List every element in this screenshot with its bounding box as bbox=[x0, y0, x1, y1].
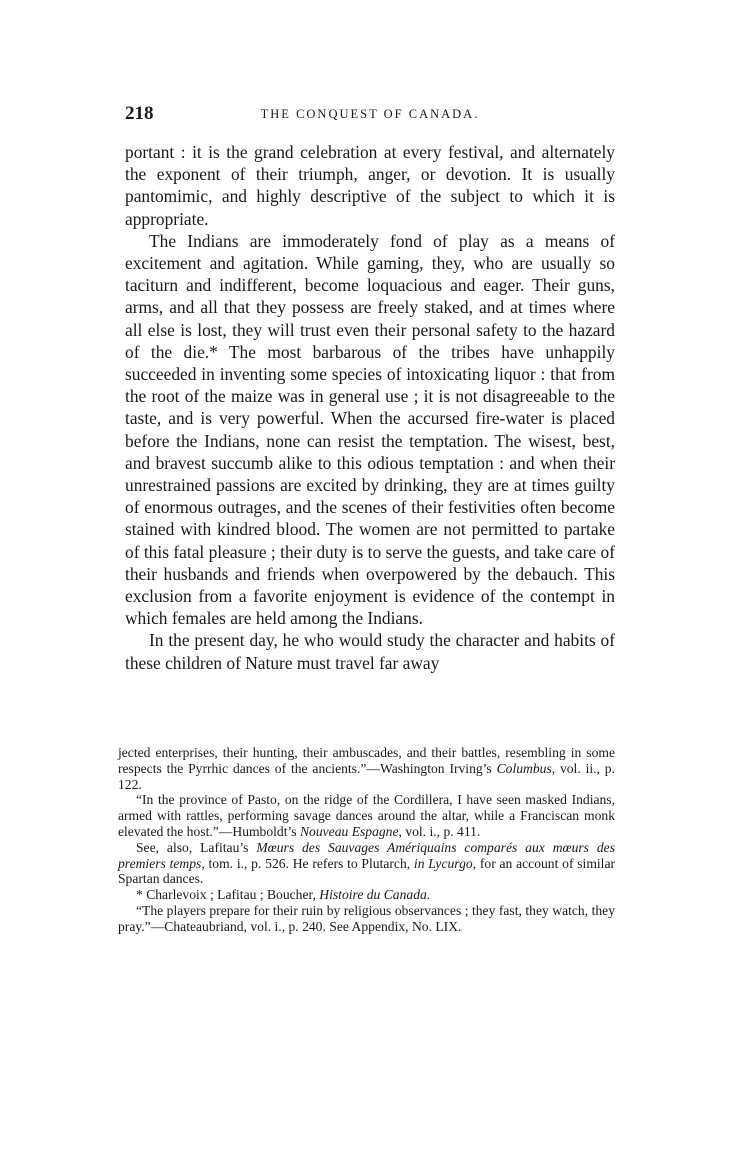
footnote-1: jected enterprises, their hunting, their ambuscades, and their battles, resembling in some respects the Pyrrhic dances of the ancients.”—Washington Irving’s Columbus, vol. ii., p. 122. bbox=[118, 745, 615, 792]
body-paragraph-3: In the present day, he who would study the character and habits of these children of Nature must travel far away bbox=[125, 630, 615, 673]
page-header bbox=[125, 103, 615, 127]
body-paragraph-2: The Indians are immoderately fond of play as a means of excitement and agitation. While gaming, they, who are usually so taciturn and indifferent, become loquacious and eager. Their guns, arms, and all that they possess are freely staked, and at times where all else is lost, they will trust even their personal safety to the hazard of the die.* The most barbarous of the tribes have unhappily succeeded in inventing some species of intoxicating liquor : that from the root of the maize was in general use ; it is not disagreeable to the taste, and is very powerful. When the accursed fire-water is placed before the Indians, none can resist the temptation. The wisest, best, and bravest succumb alike to this odious temptation : and when their unrestrained passions are excited by drinking, they are at times guilty of enormous outrages, and the scenes of their festivities often become stained with kindred blood. The women are not permitted to partake of this fatal pleasure ; their duty is to serve the guests, and take care of their husbands and friends when overpowered by the debauch. This exclusion from a favorite enjoyment is evidence of the contempt in which females are held among the Indians. bbox=[125, 230, 615, 629]
body-paragraph-1: portant : it is the grand celebration at every festival, and alternately the exponent of their triumph, anger, or devotion. It is usually pantomimic, and highly descriptive of the subject to which it is appropriate. bbox=[125, 142, 615, 229]
main-text bbox=[125, 141, 615, 674]
footnote-5: “The players prepare for their ruin by religious observances ; they fast, they watch, they pray.”—Chateaubriand, vol. i., p. 240. See Appendix, No. LIX. bbox=[118, 902, 615, 934]
footnote-3: See, also, Lafitau’s Mœurs des Sauvages Amériquains comparés aux mœurs des premiers temps, tom. i., p. 526. He refers to Plutarch, in Lycurgo, for an account of similar Spartan dances. bbox=[118, 839, 616, 887]
running-head: THE CONQUEST OF CANADA. bbox=[260, 107, 480, 121]
footnotes bbox=[118, 745, 615, 935]
footnote-2: “In the province of Pasto, on the ridge of the Cordillera, I have seen masked Indians, armed with rattles, performing savage dances around the altar, while a Franciscan monk elevated the host.”—Humboldt’s Nouveau Espagne, vol. i., p. 411. bbox=[118, 792, 615, 839]
footnote-4: * Charlevoix ; Lafitau ; Boucher, Histoire du Canada. bbox=[136, 887, 431, 903]
page-number: 218 bbox=[125, 103, 154, 124]
